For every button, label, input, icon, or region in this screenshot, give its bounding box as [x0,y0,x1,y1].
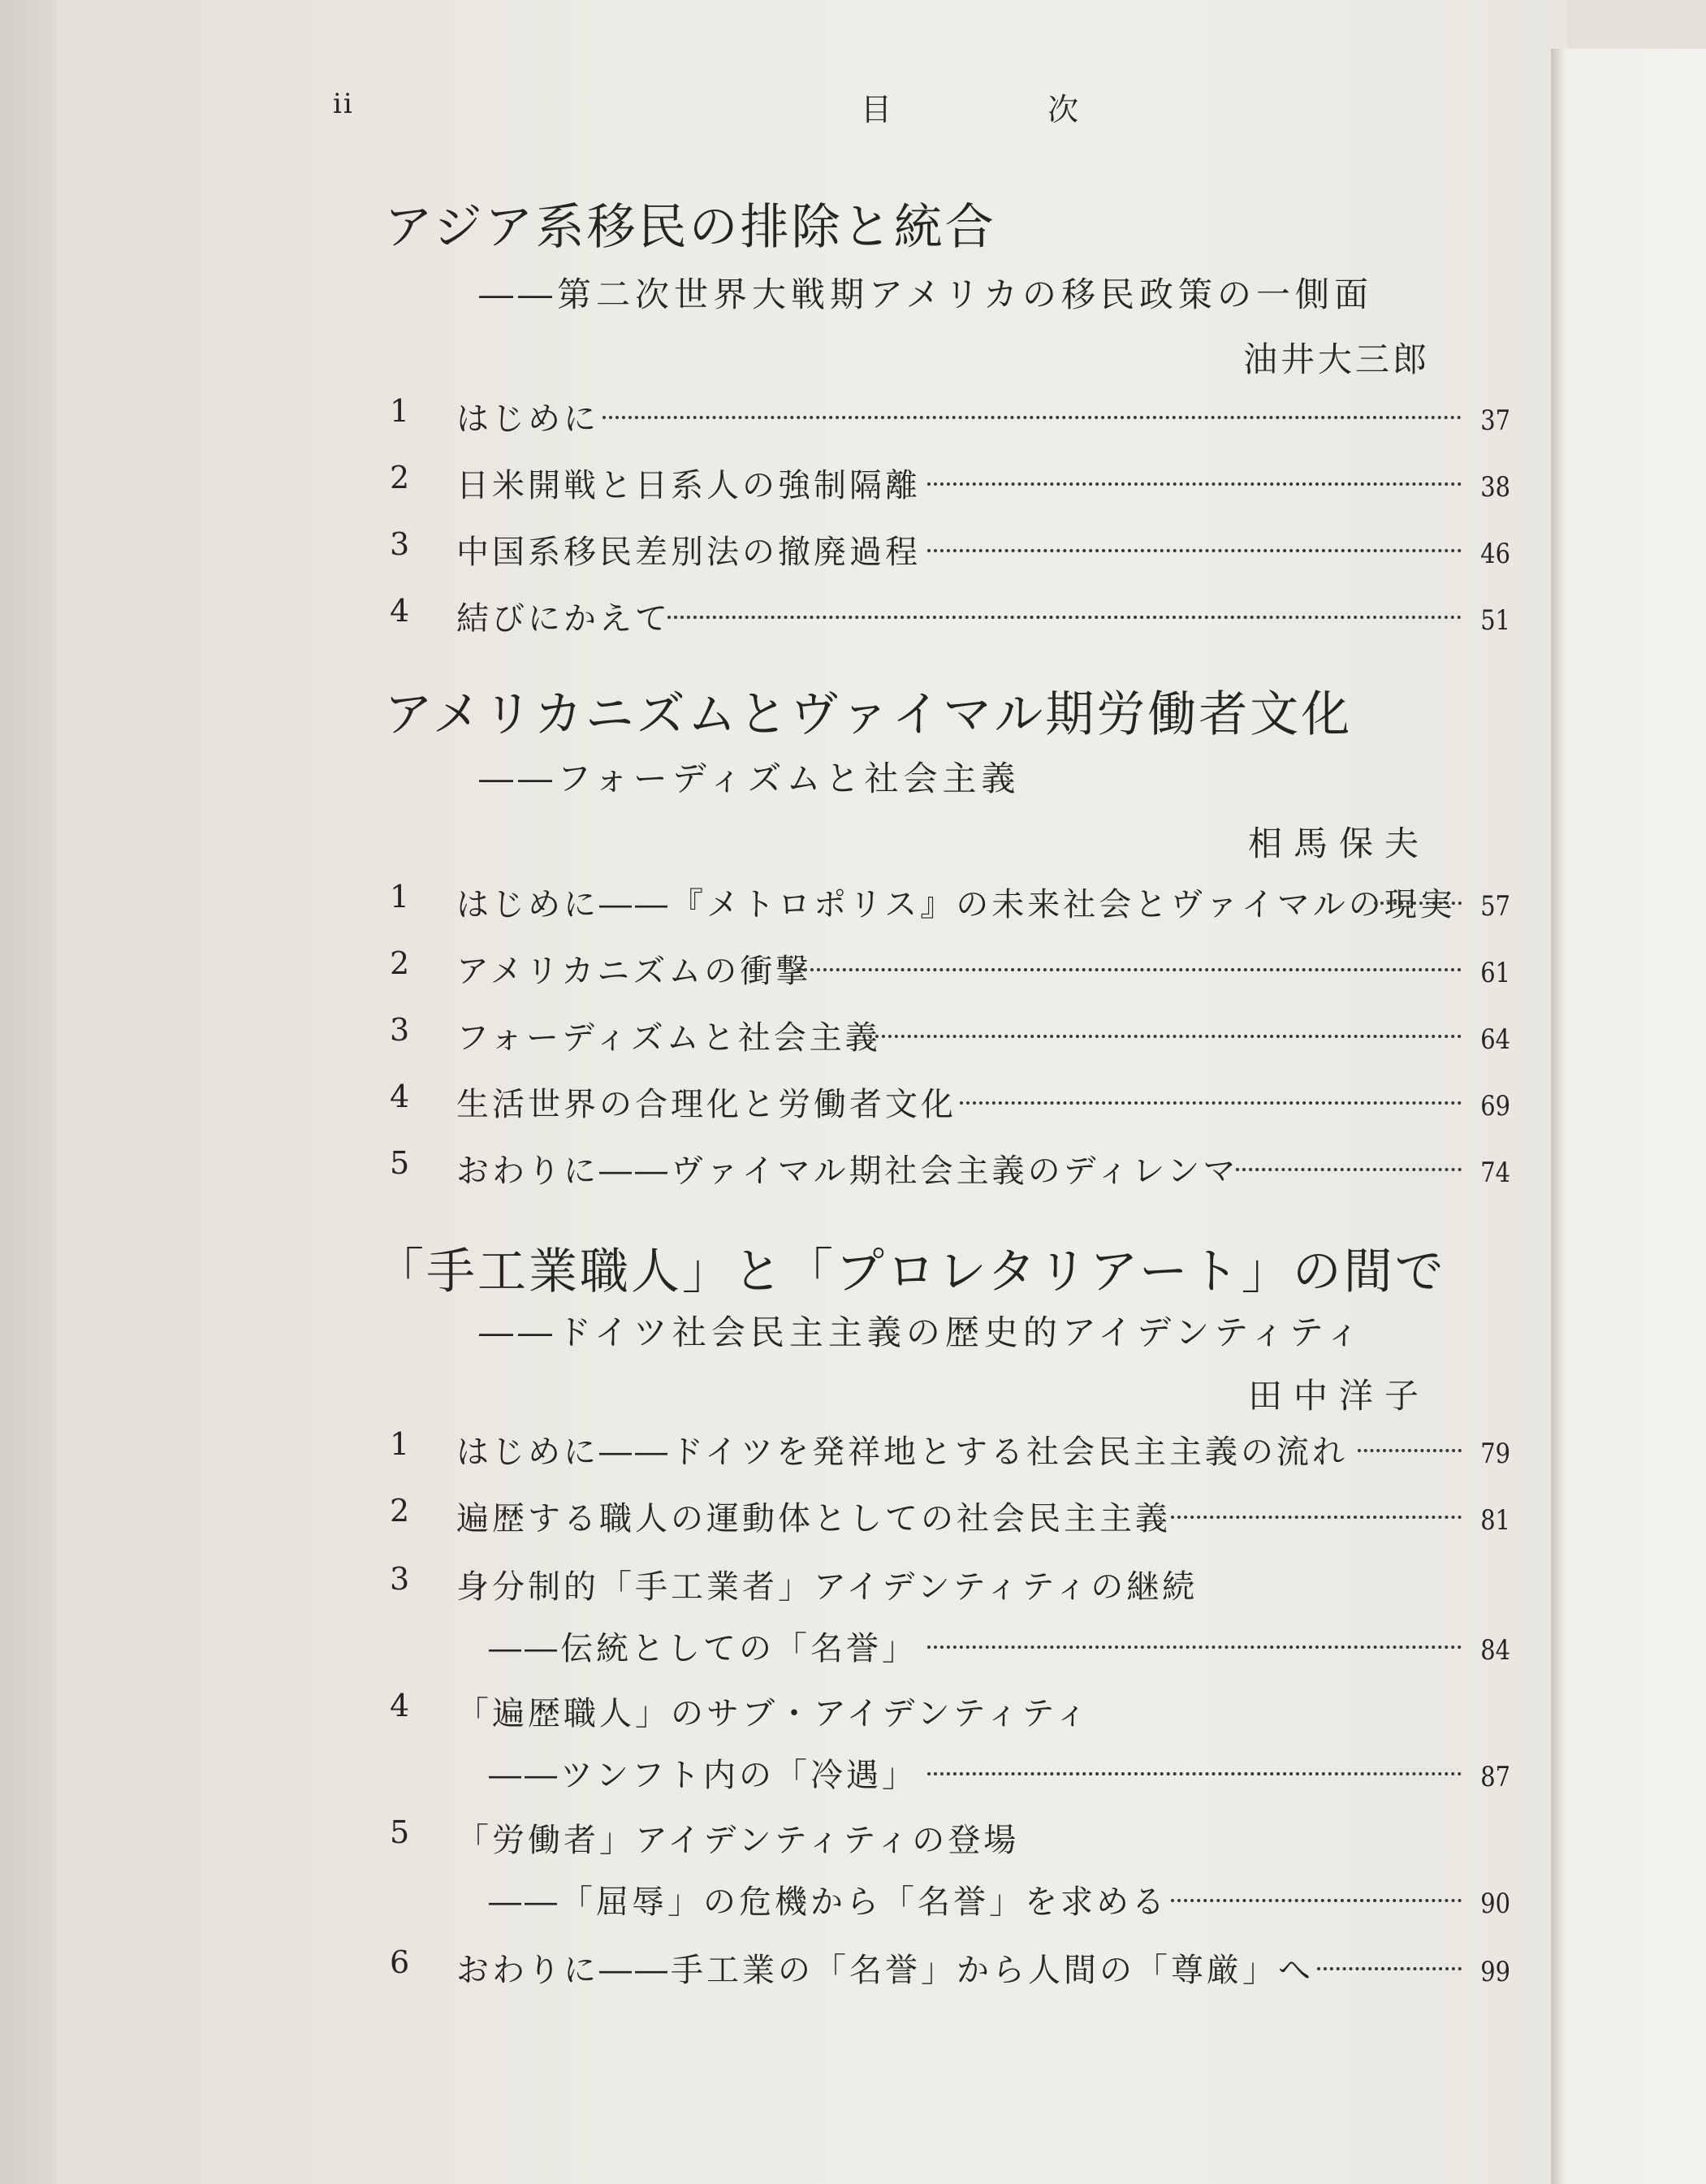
toc-entry[interactable] [390,945,1510,991]
entry-page: 74 [1480,1157,1510,1189]
entry-text: はじめに――ドイツを発祥地とする社会民主主義の流れ [456,1434,1348,1471]
dot-leader [927,1771,1462,1775]
dot-leader [960,1100,1462,1105]
entry-number: 4 [390,593,410,629]
entry-page: 57 [1480,890,1510,923]
entry-page: 51 [1480,604,1510,637]
entry-text: はじめに [456,400,599,438]
entry-number: 5 [390,1145,410,1181]
toc-entry[interactable] [390,1814,1510,1860]
entry-number: 1 [390,393,410,429]
toc-entry[interactable] [390,1688,1510,1733]
chapter-author: 油井大三郎 [1242,339,1430,379]
entry-text: はじめに――『メトロポリス』の未来社会とヴァイマルの現実 [456,886,1456,923]
toc-entry[interactable] [390,1561,1510,1607]
entry-page: 90 [1480,1888,1510,1920]
entry-text: 結びにかえて [456,600,671,638]
entry-text: フォーディズムと社会主義 [456,1019,881,1057]
dot-leader [1317,1966,1462,1970]
entry-page: 38 [1480,471,1510,504]
entry-subtext: ――ツンフト内の「冷遇」 [489,1757,918,1794]
dot-leader [927,547,1462,552]
chapter-title: アジア系移民の排除と統合 [384,199,996,256]
toc-entry[interactable] [390,1426,1510,1472]
entry-page: 79 [1480,1438,1510,1470]
dot-leader [927,1644,1462,1649]
dot-leader [1374,900,1462,905]
entry-number: 3 [390,526,410,562]
toc-entry[interactable] [390,593,1510,638]
entry-text: 「遍歴職人」のサブ・アイデンティティ [456,1695,1091,1732]
dot-leader [1171,1514,1462,1519]
chapter-subtitle: ――第二次世界大戦期アメリカの移民政策の一側面 [479,275,1374,314]
entry-text: 日米開戦と日系人の強制隔離 [456,467,921,504]
entry-page: 81 [1480,1504,1510,1537]
entry-number: 1 [390,879,410,915]
dot-leader [797,967,1462,971]
entry-page: 37 [1480,404,1510,437]
chapter-subtitle: ――フォーディズムと社会主義 [479,759,1021,798]
chapter-title: アメリカニズムとヴァイマル期労働者文化 [384,686,1353,743]
toc-entry[interactable] [390,393,1510,439]
entry-page: 61 [1480,957,1510,989]
entry-text: 遍歴する職人の運動体としての社会民主主義 [456,1500,1171,1537]
toc-entry[interactable] [390,879,1510,924]
toc-entry[interactable] [390,1944,1510,1990]
entry-page: 87 [1480,1761,1510,1793]
entry-text: 中国系移民差別法の撤廃過程 [456,534,921,571]
toc-entry[interactable] [390,526,1510,572]
toc-entry[interactable] [390,1079,1510,1124]
dot-leader [927,481,1462,486]
toc-entry-continuation[interactable] [390,1623,1510,1668]
entry-number: 2 [390,460,410,495]
entry-number: 4 [390,1079,410,1114]
entry-number: 3 [390,1012,410,1048]
dot-leader [862,1033,1462,1038]
entry-text: おわりに――手工業の「名誉」から人間の「尊厳」へ [456,1952,1314,1989]
toc-entry[interactable] [390,460,1510,505]
entry-page: 46 [1480,538,1510,570]
entry-number: 1 [390,1426,410,1462]
entry-number: 4 [390,1688,410,1723]
chapter-author: 相馬保夫 [1247,824,1430,863]
entry-subtext: ――「屈辱」の危機から「名誉」を求める [489,1883,1168,1921]
chapter-title: 「手工業職人」と「プロレタリアート」の間で [375,1243,1446,1300]
entry-text: おわりに――ヴァイマル期社会主義のディレンマ [456,1153,1239,1190]
dot-leader [602,414,1462,419]
dot-leader [1171,1897,1462,1902]
entry-number: 2 [390,1493,410,1529]
page-number-header: ii [333,88,354,120]
entry-text: 身分制的「手工業者」アイデンティティの継続 [456,1568,1199,1606]
entry-text: 生活世界の合理化と労働者文化 [456,1086,957,1123]
dot-leader [1236,1166,1462,1171]
entry-number: 2 [390,945,410,981]
entry-number: 6 [390,1944,410,1980]
entry-page: 84 [1480,1634,1510,1667]
toc-entry-continuation[interactable] [390,1749,1510,1795]
entry-page: 64 [1480,1023,1510,1056]
toc-entry-continuation[interactable] [390,1876,1510,1922]
dot-leader [667,614,1462,619]
dot-leader [1358,1447,1462,1452]
entry-number: 5 [390,1814,410,1850]
entry-number: 3 [390,1561,410,1597]
toc-entry[interactable] [390,1145,1510,1191]
chapter-author: 田中洋子 [1247,1376,1430,1416]
toc-entry[interactable] [390,1493,1510,1538]
entry-text: 「労働者」アイデンティティの登場 [456,1822,1020,1859]
chapter-subtitle: ――ドイツ社会民主主義の歴史的アイデンティティ [479,1313,1365,1352]
entry-page: 69 [1480,1090,1510,1122]
toc-entry[interactable] [390,1012,1510,1057]
entry-page: 99 [1480,1956,1510,1988]
running-head-title: 目 次 [861,92,1152,128]
facing-page-edge [1551,49,1706,2184]
entry-subtext: ――伝統としての「名誉」 [489,1630,918,1667]
entry-text: アメリカニズムの衝撃 [456,953,812,990]
